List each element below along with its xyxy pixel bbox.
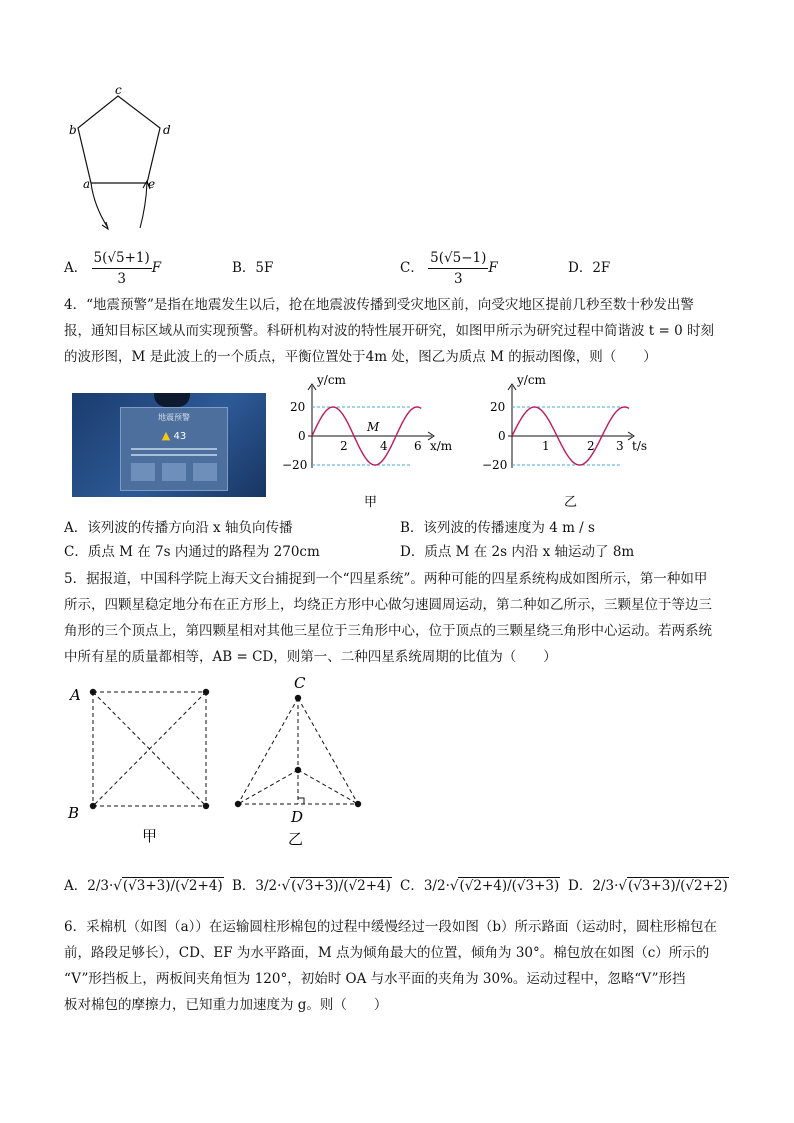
q4-option-b[interactable]: B．该列波的传播速度为 4 m / s <box>400 520 595 536</box>
q6-line-1: 6．采棉机（如图（a））在运输圆柱形棉包的过程中缓慢经过一段如图（b）所示路面（运动时，圆柱形棉包在 <box>64 919 718 935</box>
y-label: y/cm <box>517 373 546 387</box>
xtick-3: 3 <box>616 439 624 453</box>
q3-option-d[interactable]: D．2F <box>568 260 611 276</box>
alert-panel <box>120 407 228 491</box>
q5-option-b[interactable]: B．3/2·√(√3+3)/(√2+4) <box>232 878 391 894</box>
alert-count: 43 <box>173 431 187 442</box>
star <box>235 801 241 807</box>
caption-jia: 甲 <box>142 827 158 845</box>
triangle-four-star-figure <box>228 672 378 852</box>
ytick-20: 20 <box>290 400 306 414</box>
q5-option-a[interactable]: A．2/3·√(√3+3)/(√2+4) <box>64 878 223 894</box>
right-angle-mark <box>298 798 304 804</box>
x-label: t/s <box>632 439 648 453</box>
star <box>355 801 361 807</box>
star <box>203 803 209 809</box>
warning-icon: ▲ <box>161 429 171 442</box>
label-e: e <box>148 177 156 191</box>
q6-line-3: “V”形挡板上，两板间夹角恒为 120°，初始时 OA 与水平面的夹角为 30%。运动过程中，忽略“V”形挡 <box>64 971 686 987</box>
q5-line-4: 中所有星的质量都相等，AB = CD，则第一、二种四星系统周期的比值为（ ） <box>64 649 557 665</box>
caption-yi: 乙 <box>288 830 304 848</box>
graph-jia <box>282 373 453 516</box>
q4-option-a[interactable]: A．该列波的传播方向沿 x 轴负向传播 <box>64 520 293 536</box>
q3-option-b[interactable]: B．5F <box>232 260 274 276</box>
wire-right <box>140 183 147 228</box>
label-D: D <box>291 808 304 826</box>
star-B <box>90 803 96 809</box>
star-C <box>295 695 301 701</box>
caption-yi: 乙 <box>564 495 578 510</box>
star <box>203 689 209 695</box>
q4-option-d[interactable]: D．质点 M 在 2s 内沿 x 轴运动了 8m <box>400 544 635 560</box>
ytick-0: 0 <box>298 429 306 443</box>
label-b: b <box>69 123 77 137</box>
q5-line-2: 所示，四颗星稳定地分布在正方形上，均绕正方形中心做匀速圆周运动，第二种如乙所示，三颗星位于等边三 <box>64 597 712 613</box>
label-B: B <box>68 804 80 822</box>
point-M: M <box>367 420 380 434</box>
x-label: x/m <box>430 439 453 453</box>
ytick-neg20: −20 <box>482 458 508 472</box>
q5-line-1: 5．据报道，中国科学院上海天文台捕捉到一个“四星系统”。两种可能的四星系统构成如图所示，第一种如甲 <box>64 571 708 587</box>
xtick-2: 2 <box>340 439 348 453</box>
q5-line-3: 角形的三个顶点上，第四颗星相对其他三星位于三角形中心，位于顶点的三颗星绕三角形中心运动。若两系统 <box>64 623 712 639</box>
q6-line-2: 前，路段足够长），CD、EF 为水平路面，M 点为倾角最大的位置，倾角为 30°。棉包放在如图（c）所示的 <box>64 945 710 961</box>
xtick-1: 1 <box>542 439 550 453</box>
xtick-4: 4 <box>380 439 388 453</box>
q4-line-2: 报，通知目标区域从而实现预警。科研机构对波的特性展开研究，如图甲所示为研究过程中简谐波 t = 0 时刻 <box>64 323 714 339</box>
q4-option-c[interactable]: C．质点 M 在 7s 内通过的路程为 270cm <box>64 544 320 560</box>
graph-yi <box>482 373 652 516</box>
pentagon-shape <box>78 96 160 183</box>
star-A <box>90 689 96 695</box>
square-four-star-figure <box>64 678 224 848</box>
caption-jia: 甲 <box>364 495 378 510</box>
q5-option-d[interactable]: D．2/3·√(√3+3)/(√2+2) <box>568 878 728 894</box>
ytick-0: 0 <box>498 429 506 443</box>
q3-option-c[interactable]: C． $\frac{5(√5-1)}{3}$ F <box>400 250 498 287</box>
star-center <box>295 767 301 773</box>
xtick-6: 6 <box>414 439 422 453</box>
label-a: a <box>83 177 91 191</box>
label-c: c <box>115 83 122 97</box>
pentagon-figure <box>69 83 190 233</box>
q5-option-c[interactable]: C．3/2·√(√2+4)/(√3+3) <box>400 878 560 894</box>
xtick-2: 2 <box>587 439 595 453</box>
y-label: y/cm <box>317 373 346 387</box>
alert-title: 地震预警 <box>158 413 190 422</box>
q4-line-3: 的波形图，M 是此波上的一个质点，平衡位置处于4m 处，图乙为质点 M 的振动图像，则（ ） <box>64 349 657 365</box>
earthquake-alert-photo <box>72 393 266 497</box>
q6-line-4: 板对棉包的摩擦力，已知重力加速度为 g。则（ ） <box>64 997 388 1013</box>
label-A: A <box>70 686 81 704</box>
q3-option-a[interactable]: A． $\frac{5(√5+1)}{3}$ F <box>64 250 162 287</box>
ytick-neg20: −20 <box>282 458 308 472</box>
wire-left <box>91 183 108 228</box>
q4-line-1: 4．“地震预警”是指在地震发生以后，抢在地震波传播到受灾地区前，向受灾地区提前几秒至数十秒发出警 <box>64 297 694 313</box>
label-d: d <box>163 123 171 137</box>
ytick-20: 20 <box>490 400 506 414</box>
label-C: C <box>294 674 306 692</box>
